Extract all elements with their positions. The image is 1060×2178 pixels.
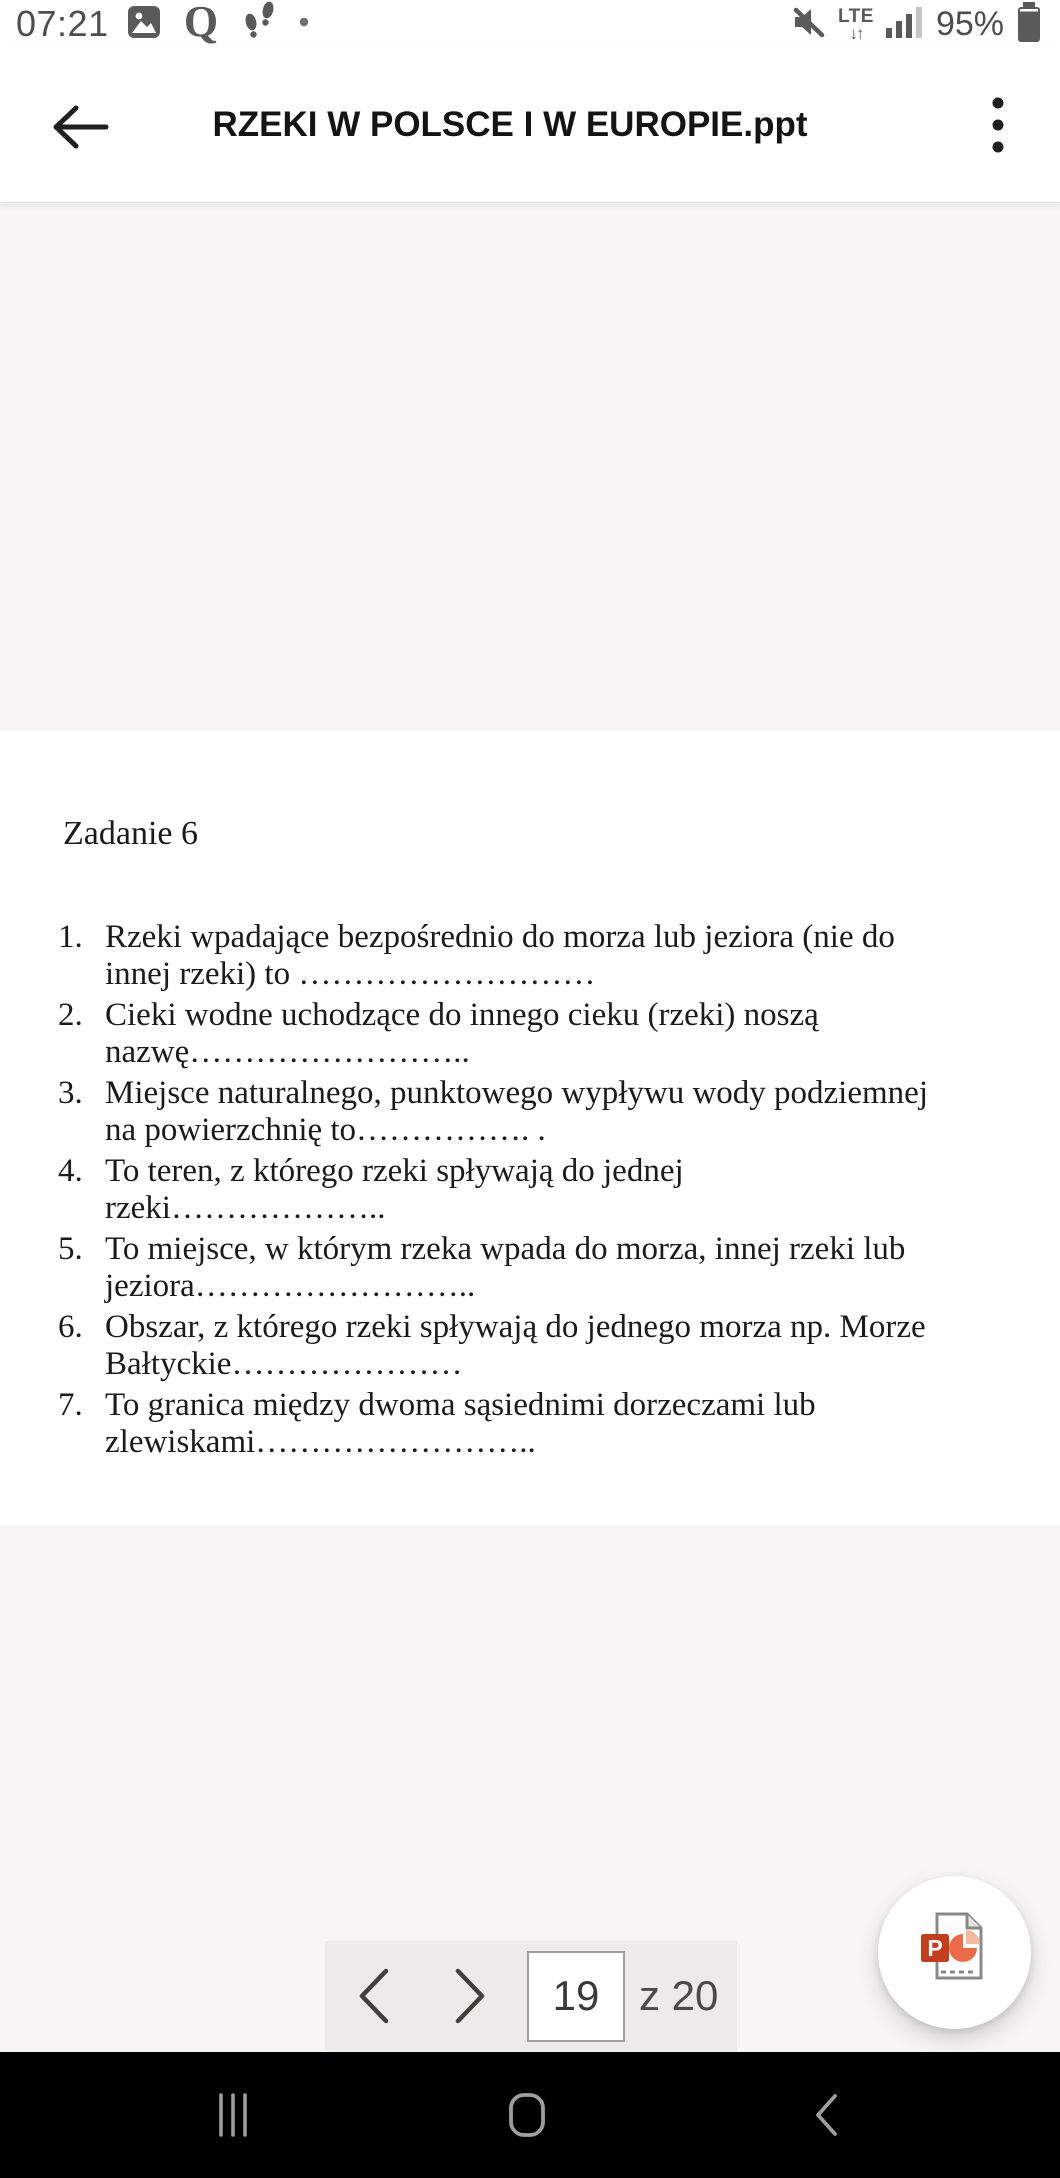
list-item	[0, 919, 1020, 993]
battery-icon	[1014, 0, 1044, 49]
list-item-line: To teren, z którego rzeki spływają do jednej	[105, 1153, 684, 1189]
list-item-line: To granica między dwoma sąsiednimi dorzeczami lub	[105, 1387, 816, 1423]
page-number-input[interactable]	[527, 1951, 625, 2042]
svg-text:P: P	[926, 1935, 943, 1961]
list-item-number: 7.	[58, 1387, 83, 1423]
list-item-number: 5.	[58, 1231, 83, 1267]
mute-icon	[788, 2, 828, 47]
list-item-line: zlewiskami……………………..	[105, 1424, 536, 1460]
footprints-icon	[239, 1, 281, 48]
kebab-menu-icon	[992, 142, 1004, 159]
gallery-icon	[125, 3, 163, 46]
status-bar-left	[16, 0, 311, 49]
list-item-line: Cieki wodne uchodzące do innego cieku (rzeki) noszą	[105, 997, 819, 1033]
open-in-powerpoint-fab[interactable]	[878, 1876, 1031, 2029]
list-item-line: To miejsce, w którym rzeka wpada do morza, innej rzeki lub	[105, 1231, 906, 1267]
page-navigation-bar	[325, 1941, 737, 2051]
list-item-line: nazwę……………………..	[105, 1034, 470, 1070]
page-total-label: z 20	[639, 1972, 719, 2019]
list-item-line: Miejsce naturalnego, punktowego wypływu wody podziemnej	[105, 1075, 928, 1111]
android-navigation-bar	[0, 2052, 1060, 2178]
q-app-icon	[179, 0, 223, 49]
list-item-line: innej rzeki) to ………………………	[105, 956, 596, 992]
status-bar-right	[788, 0, 1044, 49]
status-bar	[0, 0, 1060, 48]
chevron-right-icon	[453, 2012, 487, 2029]
android-back-button[interactable]	[806, 2093, 846, 2142]
previous-page-button[interactable]	[357, 1967, 391, 2025]
list-item	[0, 1309, 1020, 1383]
list-item-line: Obszar, z którego rzeki spływają do jednego morza np. Morze	[105, 1309, 926, 1345]
battery-percent-text: 95%	[935, 4, 1004, 43]
list-item-number: 4.	[58, 1153, 83, 1189]
list-item-line: Bałtyckie…………………	[105, 1346, 463, 1382]
list-item-number: 6.	[58, 1309, 83, 1345]
list-item-line: Rzeki wpadające bezpośrednio do morza lub jeziora (nie do	[105, 919, 895, 955]
slide-heading: Zadanie 6	[63, 815, 198, 852]
list-item-number: 1.	[58, 919, 83, 955]
notification-dot-icon	[297, 15, 311, 34]
list-item-line: jeziora……………………..	[105, 1268, 476, 1304]
document-title: RZEKI W POLSCE I W EUROPIE.ppt	[212, 105, 808, 144]
list-item-line: rzeki………………..	[105, 1190, 386, 1226]
list-item-number: 3.	[58, 1075, 83, 1111]
list-item	[0, 1153, 1020, 1227]
list-item	[0, 1387, 1020, 1461]
svg-text:Q: Q	[183, 0, 218, 44]
back-chevron-icon	[806, 2124, 846, 2141]
app-header	[0, 48, 1060, 203]
home-button[interactable]	[503, 2093, 551, 2142]
list-item	[0, 1075, 1020, 1149]
list-item-number: 2.	[58, 997, 83, 1033]
recents-button[interactable]	[211, 2093, 255, 2142]
chevron-left-icon	[357, 2012, 391, 2029]
overflow-menu-button[interactable]	[992, 95, 1004, 155]
signal-icon	[884, 2, 926, 47]
list-item	[0, 1231, 1020, 1305]
list-item	[0, 997, 1020, 1071]
clock-text: 07:21	[16, 3, 109, 44]
recents-icon	[211, 2124, 255, 2141]
slide-page	[0, 731, 1060, 1525]
list-item-line: na powierzchnię to……………. .	[105, 1112, 546, 1148]
home-icon	[503, 2124, 551, 2141]
lte-icon: LTE ↓↑	[837, 5, 874, 43]
powerpoint-file-icon	[903, 1898, 1007, 2007]
slide-numbered-list	[0, 919, 1020, 1465]
next-page-button[interactable]	[453, 1967, 487, 2025]
